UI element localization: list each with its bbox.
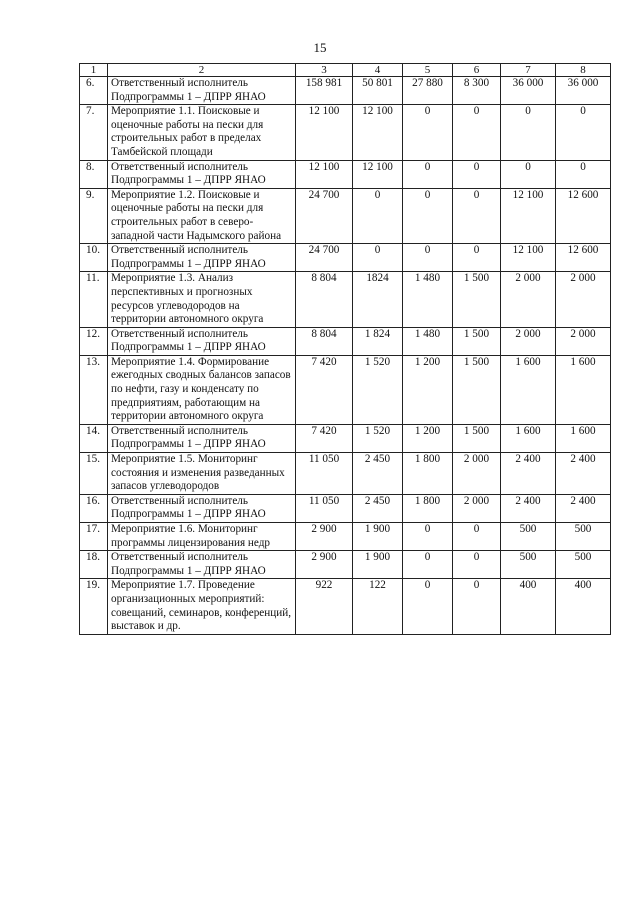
value-cell: 12 100 [501, 244, 556, 272]
column-number: 4 [353, 64, 403, 77]
value-cell: 0 [353, 188, 403, 243]
value-cell: 12 600 [556, 244, 611, 272]
row-name: Ответственный исполнитель Подпрограммы 1 – ДПРР ЯНАО [108, 327, 296, 355]
column-number: 7 [501, 64, 556, 77]
column-number: 6 [453, 64, 501, 77]
table-row [80, 355, 611, 424]
table-row [80, 272, 611, 327]
value-cell: 1 520 [353, 355, 403, 424]
row-name: Мероприятие 1.3. Анализ перспективных и прогнозных ресурсов углеводородов на территории автономного округа [108, 272, 296, 327]
row-name: Мероприятие 1.2. Поисковые и оценочные работы на пески для строительных работ в северо-западной части Надымского района [108, 188, 296, 243]
value-cell: 2 450 [353, 494, 403, 522]
value-cell: 11 050 [296, 453, 353, 495]
value-cell: 0 [403, 105, 453, 160]
value-cell: 12 100 [353, 105, 403, 160]
table-row [80, 244, 611, 272]
value-cell: 0 [501, 160, 556, 188]
column-number-row [80, 64, 611, 77]
value-cell: 500 [556, 551, 611, 579]
value-cell: 0 [403, 188, 453, 243]
value-cell: 8 804 [296, 327, 353, 355]
value-cell: 1 200 [403, 355, 453, 424]
row-name: Ответственный исполнитель Подпрограммы 1 – ДПРР ЯНАО [108, 494, 296, 522]
page-number: 15 [313, 40, 327, 55]
value-cell: 12 600 [556, 188, 611, 243]
value-cell: 12 100 [296, 160, 353, 188]
row-index: 9. [80, 188, 108, 243]
value-cell: 2 000 [453, 494, 501, 522]
value-cell: 1 600 [501, 424, 556, 452]
value-cell: 0 [453, 579, 501, 634]
value-cell: 0 [403, 551, 453, 579]
value-cell: 922 [296, 579, 353, 634]
value-cell: 7 420 [296, 424, 353, 452]
table-row [80, 494, 611, 522]
row-index: 17. [80, 523, 108, 551]
table-row [80, 327, 611, 355]
value-cell: 2 000 [556, 327, 611, 355]
column-number: 3 [296, 64, 353, 77]
row-index: 14. [80, 424, 108, 452]
table-row [80, 424, 611, 452]
table-row [80, 105, 611, 160]
value-cell: 12 100 [501, 188, 556, 243]
value-cell: 7 420 [296, 355, 353, 424]
value-cell: 1 480 [403, 327, 453, 355]
value-cell: 11 050 [296, 494, 353, 522]
row-name: Мероприятие 1.1. Поисковые и оценочные работы на пески для строительных работ в пределах Тамбейской площади [108, 105, 296, 160]
row-name: Мероприятие 1.5. Мониторинг состояния и изменения разведанных запасов углеводородов [108, 453, 296, 495]
value-cell: 1 500 [453, 272, 501, 327]
value-cell: 2 400 [501, 453, 556, 495]
value-cell: 2 000 [501, 327, 556, 355]
value-cell: 500 [501, 551, 556, 579]
value-cell: 1 500 [453, 355, 501, 424]
value-cell: 1 900 [353, 551, 403, 579]
value-cell: 1 500 [453, 424, 501, 452]
row-index: 7. [80, 105, 108, 160]
value-cell: 2 400 [501, 494, 556, 522]
column-number: 8 [556, 64, 611, 77]
row-name: Ответственный исполнитель Подпрограммы 1 – ДПРР ЯНАО [108, 551, 296, 579]
value-cell: 0 [403, 160, 453, 188]
value-cell: 1 200 [403, 424, 453, 452]
column-number: 2 [108, 64, 296, 77]
value-cell: 12 100 [296, 105, 353, 160]
row-name: Ответственный исполнитель Подпрограммы 1 – ДПРР ЯНАО [108, 244, 296, 272]
row-index: 12. [80, 327, 108, 355]
table-row [80, 453, 611, 495]
value-cell: 0 [453, 160, 501, 188]
value-cell: 1 824 [353, 327, 403, 355]
value-cell: 24 700 [296, 188, 353, 243]
value-cell: 36 000 [556, 77, 611, 105]
column-number: 5 [403, 64, 453, 77]
table-row [80, 579, 611, 634]
value-cell: 0 [403, 523, 453, 551]
value-cell: 2 900 [296, 523, 353, 551]
value-cell: 2 000 [501, 272, 556, 327]
value-cell: 1 600 [556, 355, 611, 424]
value-cell: 0 [556, 105, 611, 160]
value-cell: 158 981 [296, 77, 353, 105]
row-name: Ответственный исполнитель Подпрограммы 1 – ДПРР ЯНАО [108, 77, 296, 105]
table-row [80, 551, 611, 579]
value-cell: 2 450 [353, 453, 403, 495]
value-cell: 2 000 [556, 272, 611, 327]
value-cell: 0 [453, 244, 501, 272]
value-cell: 12 100 [353, 160, 403, 188]
row-index: 11. [80, 272, 108, 327]
table-row [80, 188, 611, 243]
value-cell: 400 [556, 579, 611, 634]
value-cell: 1 480 [403, 272, 453, 327]
row-index: 13. [80, 355, 108, 424]
value-cell: 0 [353, 244, 403, 272]
value-cell: 1 800 [403, 494, 453, 522]
value-cell: 0 [403, 244, 453, 272]
row-name: Мероприятие 1.6. Мониторинг программы лицензирования недр [108, 523, 296, 551]
row-index: 15. [80, 453, 108, 495]
value-cell: 1 800 [403, 453, 453, 495]
value-cell: 0 [501, 105, 556, 160]
value-cell: 0 [453, 523, 501, 551]
value-cell: 2 400 [556, 453, 611, 495]
value-cell: 1 500 [453, 327, 501, 355]
row-index: 16. [80, 494, 108, 522]
row-index: 10. [80, 244, 108, 272]
value-cell: 0 [453, 105, 501, 160]
value-cell: 36 000 [501, 77, 556, 105]
row-index: 18. [80, 551, 108, 579]
row-index: 6. [80, 77, 108, 105]
value-cell: 500 [556, 523, 611, 551]
value-cell: 1 600 [556, 424, 611, 452]
value-cell: 122 [353, 579, 403, 634]
value-cell: 0 [403, 579, 453, 634]
value-cell: 0 [556, 160, 611, 188]
value-cell: 27 880 [403, 77, 453, 105]
value-cell: 500 [501, 523, 556, 551]
value-cell: 1 900 [353, 523, 403, 551]
table-row [80, 523, 611, 551]
row-index: 8. [80, 160, 108, 188]
value-cell: 0 [453, 188, 501, 243]
value-cell: 1 520 [353, 424, 403, 452]
value-cell: 8 804 [296, 272, 353, 327]
column-number: 1 [80, 64, 108, 77]
value-cell: 400 [501, 579, 556, 634]
table-row [80, 77, 611, 105]
value-cell: 2 900 [296, 551, 353, 579]
table-body [80, 64, 611, 635]
value-cell: 0 [453, 551, 501, 579]
value-cell: 1 600 [501, 355, 556, 424]
table-row [80, 160, 611, 188]
value-cell: 50 801 [353, 77, 403, 105]
row-name: Мероприятие 1.4. Формирование ежегодных сводных балансов запасов по нефти, газу и конденсату по предприятиям, работающим на территории автономного округа [108, 355, 296, 424]
value-cell: 1824 [353, 272, 403, 327]
row-name: Ответственный исполнитель Подпрограммы 1 – ДПРР ЯНАО [108, 160, 296, 188]
budget-table [79, 63, 611, 635]
value-cell: 2 400 [556, 494, 611, 522]
row-name: Ответственный исполнитель Подпрограммы 1 – ДПРР ЯНАО [108, 424, 296, 452]
value-cell: 8 300 [453, 77, 501, 105]
value-cell: 24 700 [296, 244, 353, 272]
value-cell: 2 000 [453, 453, 501, 495]
row-name: Мероприятие 1.7. Проведение организационных мероприятий: совещаний, семинаров, конференций, выставок и др. [108, 579, 296, 634]
row-index: 19. [80, 579, 108, 634]
